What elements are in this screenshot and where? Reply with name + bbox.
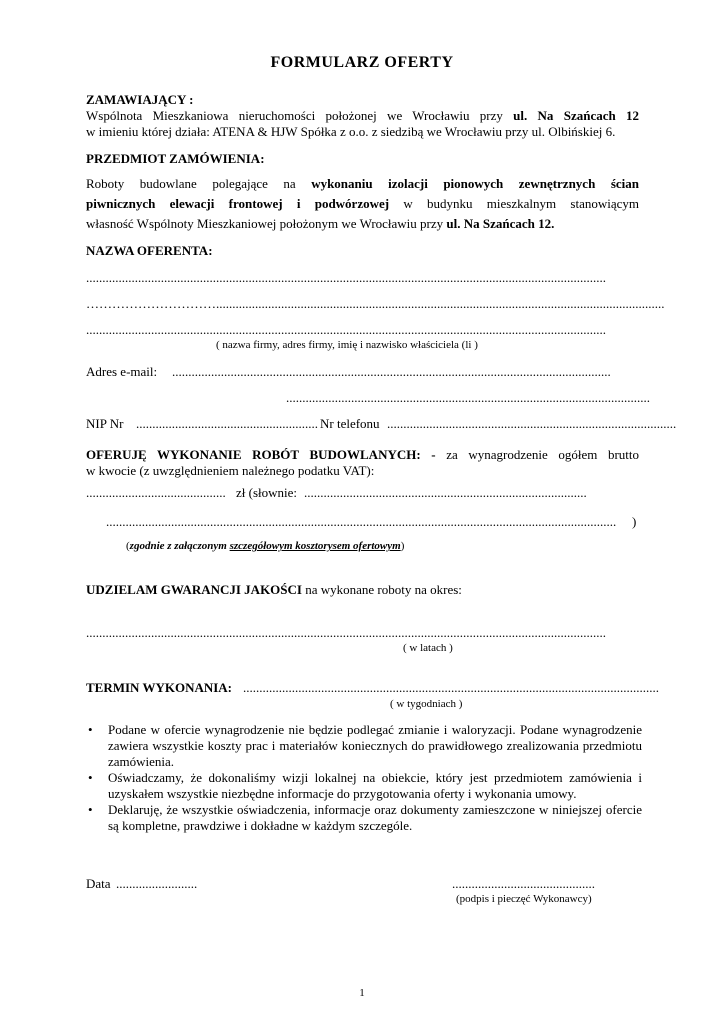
zl-label: zł (słownie:: [236, 485, 298, 500]
list-item: [86, 770, 642, 802]
section-header-oferent: NAZWA OFERENTA:: [86, 243, 213, 258]
section-header-zamawiajacy: ZAMAWIAJĄCY :: [86, 92, 194, 107]
list-item: [86, 722, 642, 770]
oferent-field-note: ( nazwa firmy, adres firmy, imię i nazwisko właściciela (li ): [216, 339, 478, 351]
kosztorys-note-italic: zgodnie z załączonym: [129, 540, 230, 552]
oferent-name-line-3[interactable]: ................................................................................................................................................................: [86, 322, 606, 337]
gwarancja-bold: UDZIELAM GWARANCJI JAKOŚCI: [86, 582, 302, 597]
oferuje-line-1-text: za wynagrodzenie ogółem brutto: [435, 447, 639, 462]
amount-field[interactable]: ...........................................: [86, 485, 226, 500]
przedmiot-line-2-bold: piwnicznych elewacji frontowej i podwórzowej: [86, 196, 390, 211]
closing-paren: ): [632, 514, 637, 529]
amount-words-field[interactable]: .......................................................................................: [304, 485, 587, 500]
declaration-text: Oświadczamy, że dokonaliśmy wizji lokalnej na obiekcie, który jest przedmiotem zamówienia i uzyskałem wszystkie niezbędne informacje do przygotowania oferty i wykonania umowy.: [108, 770, 642, 801]
list-item: [86, 802, 642, 834]
oferent-name-line-1[interactable]: ................................................................................................................................................................: [86, 270, 606, 285]
gwarancja-line: [86, 582, 462, 598]
gwarancja-text: na wykonane roboty na okres:: [301, 582, 462, 597]
bullet-icon: •: [88, 770, 93, 785]
declaration-text: Deklaruję, że wszystkie oświadczenia, informacje oraz dokumenty zamieszczone w niniejszej ofercie są kompletne, prawdziwe i dokładne w każdym szczególe.: [108, 802, 642, 833]
declarations-list: [86, 722, 642, 834]
termin-note: ( w tygodniach ): [390, 698, 463, 710]
bullet-icon: •: [88, 802, 93, 817]
kosztorys-note-open: (: [126, 540, 130, 552]
bullet-icon: •: [88, 722, 93, 737]
nip-field[interactable]: ........................................................: [136, 416, 318, 431]
phone-field[interactable]: .........................................................................................: [387, 416, 677, 431]
nip-label: NIP Nr: [86, 416, 124, 431]
amount-words-field-line-2[interactable]: .............................................................................................................................................................: [106, 514, 617, 529]
signature-field[interactable]: ............................................: [452, 876, 595, 891]
email-field-line-2[interactable]: ................................................................................................................: [286, 390, 650, 405]
gwarancja-note: ( w latach ): [403, 642, 453, 654]
declaration-text: Podane w ofercie wynagrodzenie nie będzie podlegać zmianie i waloryzacji. Podane wynagrodzenie zawiera wszystkie koszty prac i materiałów koniecznych do prawidłowego zrealizowania przedmiotu zamówienia.: [108, 722, 642, 769]
zamawiajacy-address: ul. Na Szańcach 12: [513, 108, 640, 123]
gwarancja-field[interactable]: ................................................................................................................................................................: [86, 625, 606, 640]
date-label: Data: [86, 876, 111, 891]
termin-field[interactable]: ................................................................................................................................: [243, 680, 659, 695]
date-field[interactable]: .........................: [116, 876, 198, 891]
phone-label: Nr telefonu: [320, 416, 380, 431]
przedmiot-line-1-bold: wykonaniu izolacji pionowych zewnętrznych ścian: [311, 176, 639, 191]
przedmiot-line-2: [86, 196, 639, 212]
zamawiajacy-line-1-text: Wspólnota Mieszkaniowa nieruchomości położonej we Wrocławiu przy: [86, 108, 514, 123]
przedmiot-line-3: [86, 216, 554, 232]
page-title: FORMULARZ OFERTY: [270, 54, 454, 71]
signature-note: (podpis i pieczęć Wykonawcy): [456, 893, 592, 905]
przedmiot-line-3-text: własność Wspólnoty Mieszkaniowej położonym we Wrocławiu przy: [86, 216, 447, 231]
przedmiot-address: ul. Na Szańcach 12.: [446, 216, 555, 231]
email-field[interactable]: .......................................................................................................................................: [172, 364, 611, 379]
przedmiot-line-1-text: Roboty budowlane polegające na: [86, 176, 312, 191]
oferent-name-line-2[interactable]: …………………………..........................................................................................................................................: [86, 296, 665, 311]
kosztorys-note: [126, 538, 404, 554]
kosztorys-note-underline: szczegółowym kosztorysem ofertowym: [229, 540, 401, 552]
zamawiajacy-line-1: [86, 108, 639, 124]
oferuje-line-1: [86, 447, 639, 463]
section-header-przedmiot: PRZEDMIOT ZAMÓWIENIA:: [86, 151, 265, 166]
zamawiajacy-line-2: w imieniu której działa: ATENA & HJW Spółka z o.o. z siedzibą we Wrocławiu przy ul. Olbińskiej 6.: [86, 124, 616, 139]
email-label: Adres e-mail:: [86, 364, 158, 379]
oferuje-bold: OFERUJĘ WYKONANIE ROBÓT BUDOWLANYCH: -: [86, 447, 436, 462]
page-number: 1: [359, 987, 365, 999]
przedmiot-line-2-text: w budynku mieszkalnym stanowiącym: [389, 196, 639, 211]
przedmiot-line-1: [86, 176, 639, 192]
kosztorys-note-close: ): [400, 540, 405, 552]
termin-label: TERMIN WYKONANIA:: [86, 680, 233, 695]
oferuje-line-2: w kwocie (z uwzględnieniem należnego podatku VAT):: [86, 463, 375, 478]
